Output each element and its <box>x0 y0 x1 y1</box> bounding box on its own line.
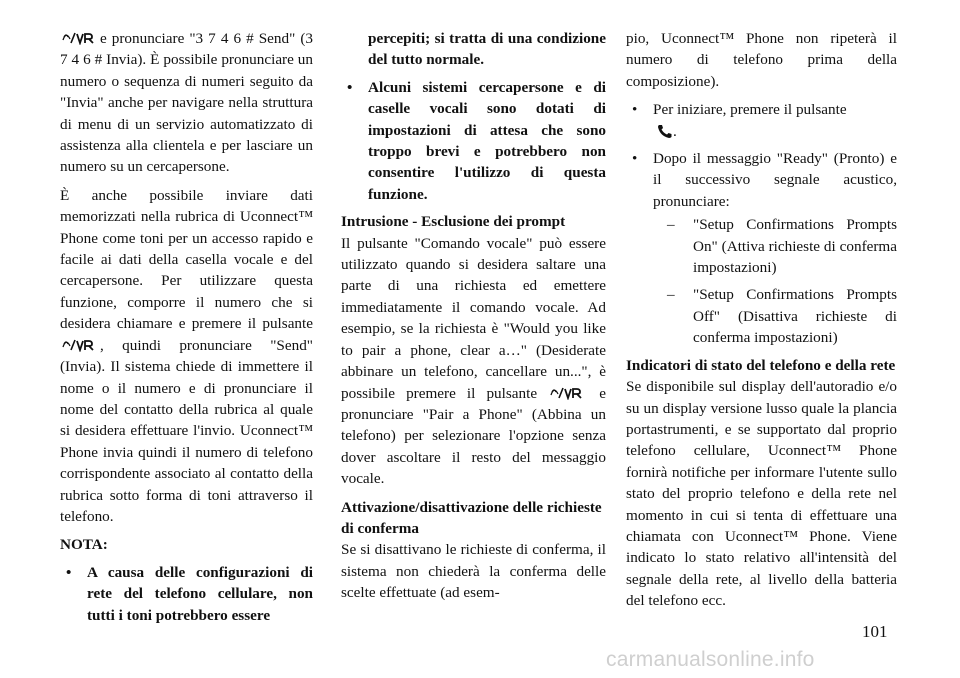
text-column-right <box>626 28 897 619</box>
section-heading: Intrusione - Esclusione dei prompt <box>341 213 566 231</box>
dash-item: – "Setup Confirmations Prompts Off" (Disattiva richieste di conferma impostazioni) <box>653 284 897 348</box>
paragraph-text: , quindi pronunciare "Send" (Invia). Il sistema chiede di immettere il nome o il numero e di pronunciare il nome del contatto della rubrica al quale si desidera effettuare l'invio. Uconnect™ Phone invia quindi il numero di telefono corrispondente associato al contatto della rubrica sotto forma di toni attraverso il telefono. <box>60 336 313 525</box>
paragraph-status-indicators: Se disponibile sul display dell'autoradio e/o su un display versione lusso quale la plancia portastrumenti, e se supportato dal proprio telefono cellulare, Uconnect™ Phone fornirà notifiche per informare l'utente sullo stato del proprio telefono e della rete nel momento in cui si tenta di effettuare una chiamata con Uconnect™ Phone. Viene indicato lo stato relativo all'intensità del segnale della rete, al livello della batteria del telefono ecc. <box>626 378 897 610</box>
paragraph-text: Il pulsante "Comando vocale" può essere utilizzato quando si desidera saltare una parte di una richiesta ed emettere immediatamente il comando vocale. Ad esempio, se la richiesta è "Would you like to pair a phone, clear a…" (Desiderate abbinare un telefono, cancellare un...", è possibile premere il pulsante <box>341 234 606 402</box>
voice-recognition-icon <box>62 31 98 45</box>
page-number: 101 <box>862 622 888 641</box>
list-item: • A causa delle configurazioni di rete del telefono cellulare, non tutti i toni potrebbero essere <box>60 562 313 626</box>
watermark: carmanualsonline.info <box>606 648 815 671</box>
note-label: NOTA: <box>60 536 108 554</box>
paragraph-continued: pio, Uconnect™ Phone non ripeterà il numero di telefono prima della composizione). <box>626 30 897 90</box>
list-item-text: Dopo il messaggio "Ready" (Pronto) e il successivo segnale acustico, pronunciare: <box>653 150 897 210</box>
list-item-text: Per iniziare, premere il pulsante <box>653 101 847 119</box>
text-column-middle <box>341 28 606 611</box>
paragraph-text: e pronunciare "Pair a Phone" (Abbina un telefono) per selezionare l'opzione senza dover ascoltare il resto del messaggio vocale. <box>341 384 606 488</box>
paragraph-send-memorized <box>60 185 313 528</box>
section-heading: Indicatori di stato del telefono e della rete <box>626 356 896 374</box>
phone-icon <box>657 124 673 139</box>
paragraph-text: e pronunciare "3 7 4 6 # Send" (3 7 4 6 # Invia). È possibile pronunciare un numero o sequenza di numeri seguito da "Invia" anche per navigare nella struttura di menu di un servizio automatizzato di assistenza alla clientela e per lasciare un numero su un cercapersone. <box>60 30 313 176</box>
list-item: • Alcuni sistemi cercapersone e di caselle vocali sono dotati di impostazioni di attesa che sono troppo brevi e potrebbero non consentire l'utilizzo di questa funzione. <box>341 77 606 205</box>
dash-item: – "Setup Confirmations Prompts On" (Attiva richieste di conferma impostazioni) <box>653 214 897 278</box>
note-list <box>341 77 606 205</box>
dash-list <box>653 214 897 348</box>
voice-recognition-icon <box>550 386 586 400</box>
paragraph-text: È anche possibile inviare dati memorizzati nella rubrica di Uconnect™ Phone come toni per un accesso rapido e facile ai dati della casella vocale e del cercapersone. Per utilizzare questa funzione, comporre il numero che si desidera chiamare e premere il pulsante <box>60 186 313 333</box>
punctuation: . <box>673 122 677 140</box>
list-item <box>626 148 897 349</box>
paragraph-confirmations: Se si disattivano le richieste di conferma, il sistema non chiederà la conferma delle scelte effettuate (ad esem- <box>341 541 606 602</box>
voice-recognition-icon <box>62 338 98 352</box>
note-list <box>60 562 313 626</box>
steps-list <box>626 99 897 348</box>
list-item-continued: percepiti; si tratta di una condizione del tutto normale. <box>368 30 606 69</box>
list-item <box>626 99 897 142</box>
section-heading: Attivazione/disattivazione delle richieste di conferma <box>341 498 602 537</box>
paragraph-barge-in <box>341 233 606 490</box>
text-column-left <box>60 28 313 632</box>
paragraph-send-tones <box>60 28 313 178</box>
